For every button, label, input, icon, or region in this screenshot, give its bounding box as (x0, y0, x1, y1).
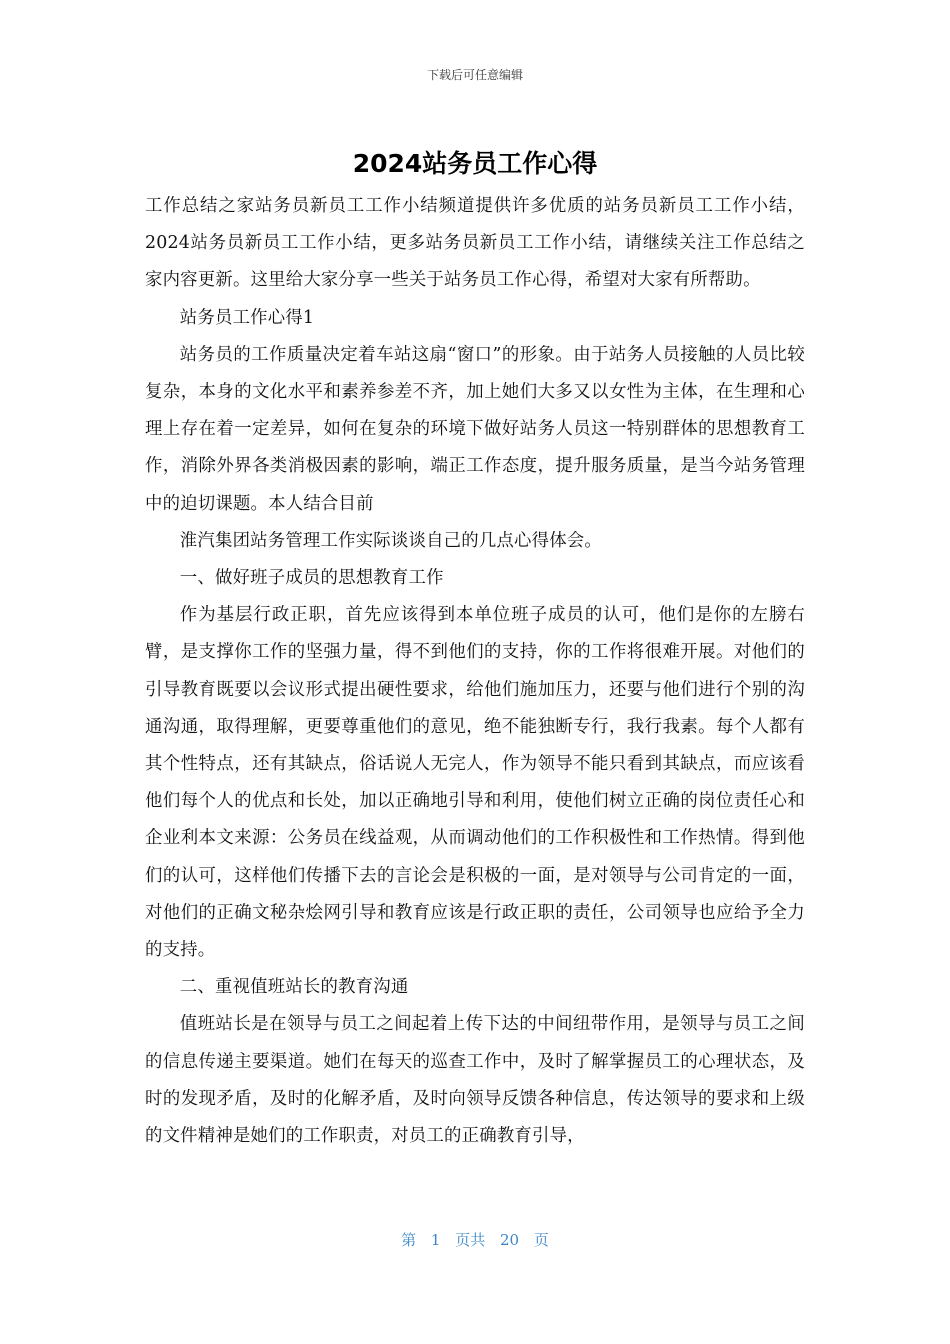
document-body (145, 188, 805, 1155)
section-heading: 一、做好班子成员的思想教育工作 (179, 568, 444, 589)
body-paragraph: 值班站长是在领导与员工之间起着上传下达的中间纽带作用，是领导与员工之间的信息传递主要渠道。她们在每天的巡查工作中，及时了解掌握员工的心理状态，及时的发现矛盾，及时的化解矛盾，及时向领导反馈各种信息，传达领导的要求和上级的文件精神是她们的工作职责，对员工的正确教育引导， (145, 1014, 805, 1147)
document-title: 2024站务员工作心得 (352, 149, 598, 178)
body-paragraph: 淮汽集团站务管理工作实际谈谈自己的几点心得体会。 (179, 530, 602, 551)
body-paragraph: 作为基层行政正职，首先应该得到本单位班子成员的认可，他们是你的左膀右臂，是支撑你工作的坚强力量，得不到他们的支持，你的工作将很难开展。对他们的引导教育既要以会议形式提出硬性要求，给他们施加压力，还要与他们进行个别的沟通沟通，取得理解，更要尊重他们的意见，绝不能独断专行，我行我素。每个人都有其个性特点，还有其缺点，俗话说人无完人，作为领导不能只看到其缺点，而应该看他们每个人的优点和长处，加以正确地引导和利用，使他们树立正确的岗位责任心和企业利本文来源：公务员在线益观，从而调动他们的工作积极性和工作热情。得到他们的认可，这样他们传播下去的言论会是积极的一面，是对领导与公司肯定的一面，对他们的正确文秘杂烩网引导和教育应该是行政正职的责任，公司领导也应给予全力的支持。 (145, 605, 805, 961)
page-header-note: 下载后可任意编辑 (426, 68, 523, 82)
section-heading: 二、重视值班站长的教育沟通 (179, 977, 409, 998)
page-number-footer: 第 1 页共 20 页 (401, 1231, 549, 1249)
body-paragraph: 站务员的工作质量决定着车站这扇“窗口”的形象。由于站务人员接触的人员比较复杂，本身的文化水平和素养参差不齐，加上她们大多又以女性为主体，在生理和心理上存在着一定差异，如何在复杂的环境下做好站务人员这一特别群体的思想教育工作，消除外界各类消极因素的影响，端正工作态度，提升服务质量，是当今站务管理中的迫切课题。本人结合目前 (145, 344, 805, 514)
intro-paragraph: 工作总结之家站务员新员工工作小结频道提供许多优质的站务员新员工工作小结，2024站务员新员工工作小结，更多站务员新员工工作小结，请继续关注工作总结之家内容更新。这里给大家分享一些关于站务员工作心得，希望对大家有所帮助。 (145, 196, 805, 291)
section-heading: 站务员工作心得1 (179, 307, 315, 328)
